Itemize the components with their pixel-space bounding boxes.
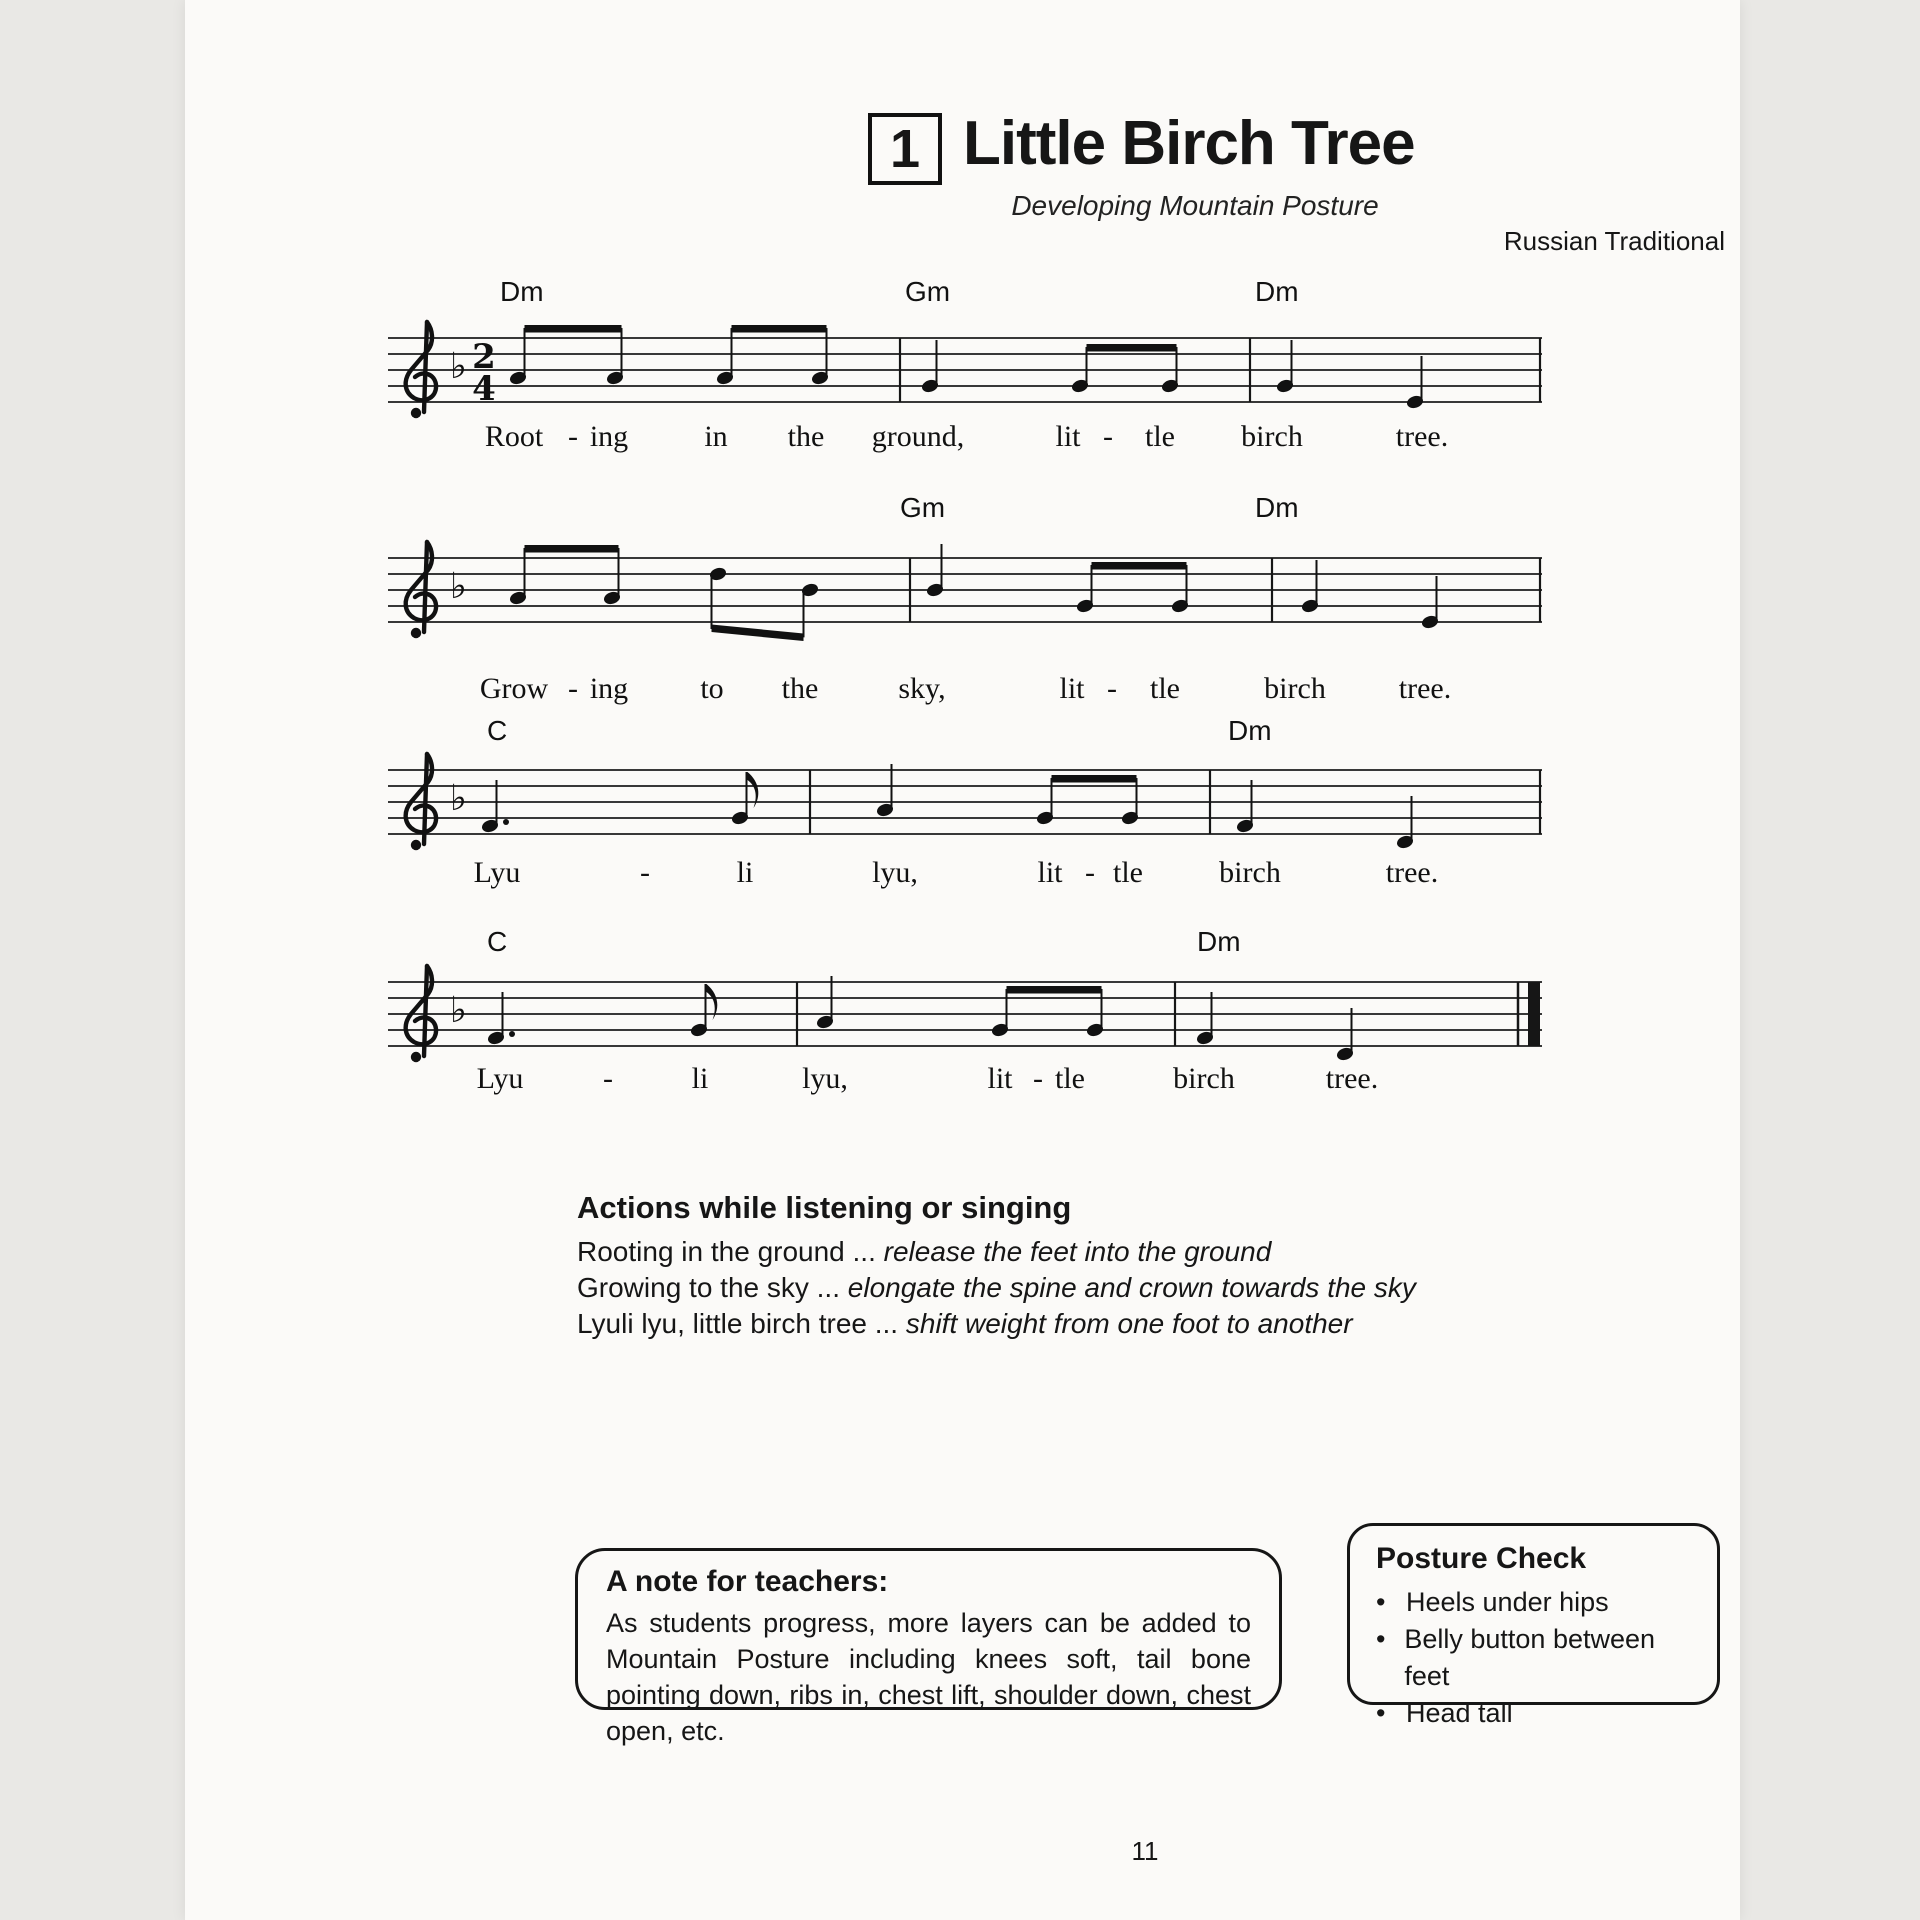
posture-item-label: Head tall [1406, 1698, 1513, 1728]
lyric-syllable: li [691, 1062, 709, 1095]
lyric-syllable: Root [484, 420, 544, 453]
posture-check-box [1347, 1523, 1720, 1728]
posture-item [1376, 1621, 1691, 1695]
page-number: 11 [1131, 1836, 1159, 1866]
lyric-syllable: sky, [898, 672, 946, 705]
lyric-syllable: Grow [479, 672, 549, 705]
page-title: Little Birch Tree [963, 109, 1415, 178]
flat-sign: ♭ [450, 346, 467, 387]
lyric-syllable: - [640, 856, 650, 889]
lyric-syllable: birch [1173, 1062, 1235, 1095]
lyric-syllable: tree. [1385, 856, 1439, 889]
action-text: Lyuli lyu, little birch tree ... [577, 1308, 906, 1339]
clef-dot [411, 1052, 421, 1062]
lyric-syllable: lyu, [802, 1062, 848, 1095]
lyric-syllable: tree. [1398, 672, 1452, 705]
chord-symbol: C [487, 926, 508, 957]
beam [525, 325, 622, 333]
lyric-syllable: to [700, 672, 724, 705]
action-text: Rooting in the ground ... [577, 1236, 884, 1267]
chord-symbol: Gm [905, 276, 951, 307]
lyric-syllable: tree. [1325, 1062, 1379, 1095]
song-number: 1 [889, 119, 921, 179]
lyric-syllable: - [1085, 856, 1095, 889]
chord-symbol: Gm [900, 492, 946, 523]
lyric-syllable: lit [1055, 420, 1081, 453]
actions-line [577, 1236, 1271, 1268]
treble-clef-icon [406, 322, 436, 412]
lyric-syllable: lit [987, 1062, 1013, 1095]
action-text: Growing to the sky ... [577, 1272, 848, 1303]
lyric-syllable: - [603, 1062, 613, 1095]
composer-credit: Russian Traditional [1503, 226, 1725, 256]
bullet-icon: • [1376, 1587, 1386, 1617]
posture-item [1376, 1695, 1691, 1732]
posture-item-label: Belly button between feet [1404, 1624, 1656, 1691]
book-page [185, 0, 1740, 1920]
lyric-syllable: Lyu [476, 1062, 524, 1095]
chord-symbol: Dm [1255, 492, 1299, 523]
time-sig-denominator: 4 [472, 369, 496, 409]
lyric-syllable: birch [1241, 420, 1303, 453]
beam [1087, 344, 1177, 352]
lyric-syllable: - [1103, 420, 1113, 453]
lyric-syllable: birch [1219, 856, 1281, 889]
augmentation-dot [503, 819, 509, 825]
lyric-syllable: tle [1113, 856, 1143, 889]
lyric-syllable: lyu, [872, 856, 918, 889]
action-instruction: elongate the spine and crown towards the sky [847, 1272, 1416, 1303]
chord-symbol: Dm [1255, 276, 1299, 307]
beam [712, 625, 804, 642]
posture-check-heading: Posture Check [1376, 1542, 1587, 1575]
action-instruction: shift weight from one foot to another [905, 1308, 1353, 1339]
beam [525, 545, 619, 553]
clef-dot [411, 628, 421, 638]
beam [1007, 986, 1102, 994]
posture-item [1376, 1584, 1691, 1621]
lyric-syllable: tree. [1395, 420, 1449, 453]
lyric-syllable: lit [1037, 856, 1063, 889]
beam [732, 325, 827, 333]
treble-clef-icon [406, 754, 436, 844]
lyric-syllable: - [1033, 1062, 1043, 1095]
staff-system [380, 692, 1560, 882]
flat-sign: ♭ [450, 990, 467, 1031]
staff-system [380, 480, 1560, 670]
lyric-syllable: ing [589, 672, 629, 705]
lyric-syllable: li [736, 856, 754, 889]
lyric-syllable: birch [1264, 672, 1326, 705]
page-subtitle: Developing Mountain Posture [1011, 190, 1379, 221]
treble-clef-icon [406, 542, 436, 632]
bullet-icon: • [1376, 1624, 1386, 1654]
beam [1092, 562, 1187, 570]
lyric-syllable: - [568, 672, 578, 705]
clef-dot [411, 408, 421, 418]
final-barline-thick [1528, 982, 1540, 1046]
time-sig-numerator: 2 [472, 337, 496, 377]
bullet-icon: • [1376, 1698, 1386, 1728]
actions-line [577, 1308, 1353, 1340]
flat-sign: ♭ [450, 778, 467, 819]
song-number-box [868, 113, 942, 185]
flat-sign: ♭ [450, 566, 467, 607]
treble-clef-icon [406, 966, 436, 1056]
lyric-syllable: - [1107, 672, 1117, 705]
teacher-note-body: As students progress, more layers can be added to Mountain Posture including knees soft, tail bone pointing down, ribs in, chest lift, shoulder down, chest open, etc. [606, 1608, 1251, 1746]
actions-heading: Actions while listening or singing [577, 1190, 1072, 1225]
lyric-syllable: ing [589, 420, 629, 453]
augmentation-dot [509, 1031, 515, 1037]
lyric-syllable: - [568, 420, 578, 453]
action-instruction: release the feet into the ground [883, 1236, 1272, 1267]
lyric-syllable: the [787, 420, 825, 453]
teacher-note-heading: A note for teachers: [606, 1565, 889, 1598]
actions-line [577, 1272, 1416, 1304]
lyric-syllable: tle [1145, 420, 1175, 453]
lyric-syllable: tle [1150, 672, 1180, 705]
beam [1052, 775, 1137, 783]
chord-symbol: Dm [500, 276, 544, 307]
lyric-syllable: the [781, 672, 819, 705]
teacher-note-box [575, 1548, 1282, 1746]
lyric-syllable: ground, [871, 420, 965, 453]
lyric-syllable: tle [1055, 1062, 1085, 1095]
clef-dot [411, 840, 421, 850]
chord-symbol: Dm [1228, 715, 1272, 746]
lyric-syllable: lit [1059, 672, 1085, 705]
chord-symbol: C [487, 715, 508, 746]
chord-symbol: Dm [1197, 926, 1241, 957]
posture-item-label: Heels under hips [1406, 1587, 1609, 1617]
lyric-syllable: Lyu [473, 856, 521, 889]
lyric-syllable: in [704, 420, 728, 453]
